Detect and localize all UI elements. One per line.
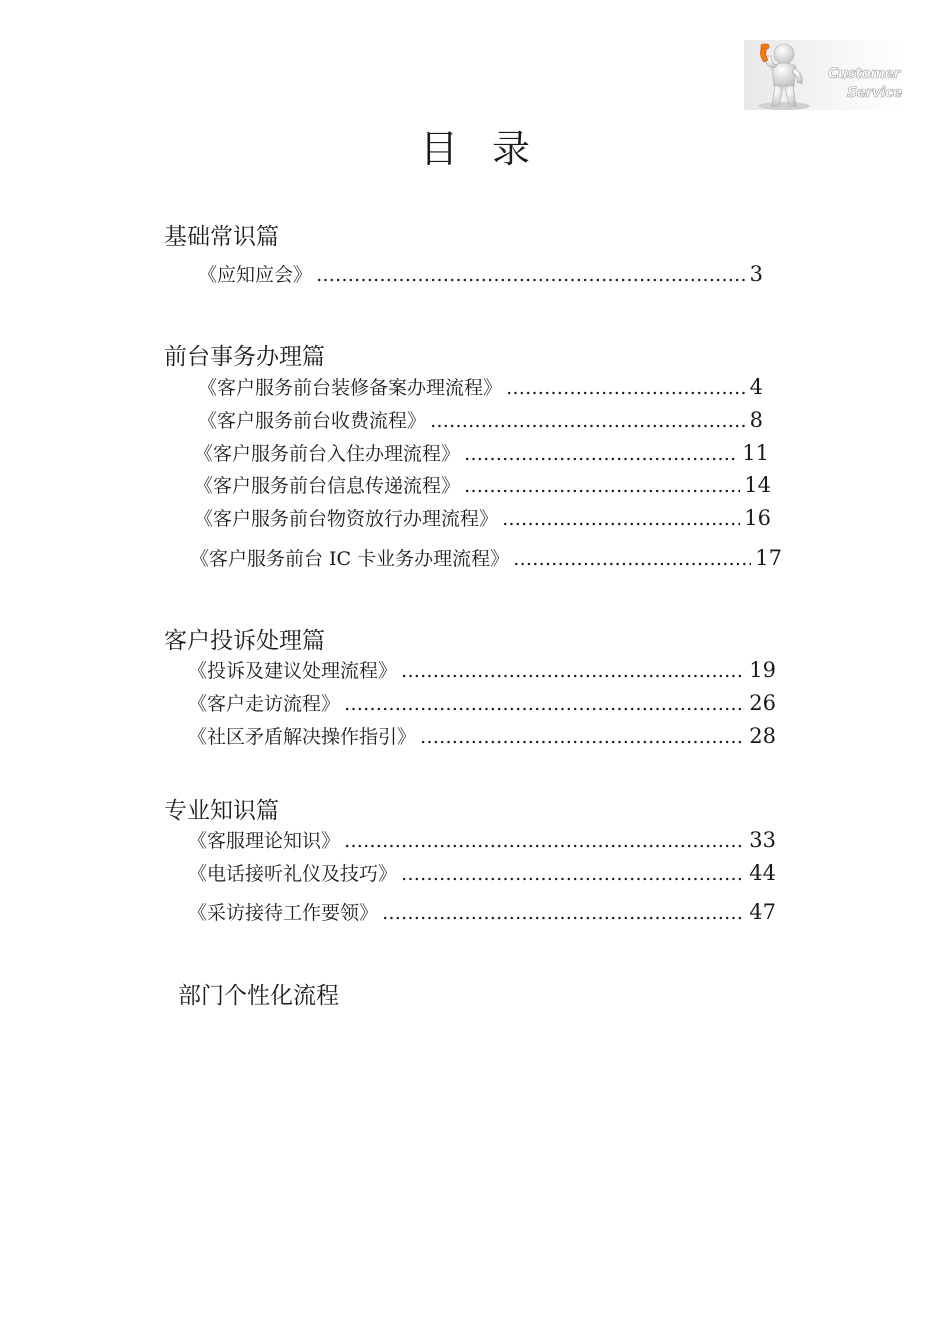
toc-entry-label: 《电话接听礼仪及技巧》 (188, 863, 398, 885)
dot-leader (316, 264, 746, 286)
section-heading-front-desk: 前台事务办理篇 (164, 344, 325, 370)
toc-entry-page: 4 (749, 375, 763, 399)
toc-entry-page: 33 (749, 828, 776, 852)
dot-leader (464, 475, 740, 497)
dot-leader (513, 548, 751, 570)
toc-entry-label: 《客服理论知识》 (188, 830, 341, 852)
dot-leader (420, 726, 745, 748)
toc-entry[interactable] (198, 260, 763, 287)
toc-entry[interactable] (198, 373, 763, 400)
toc-entry[interactable] (194, 439, 769, 466)
toc-entry-page: 19 (749, 658, 776, 682)
toc-entry-label: 《客户服务前台入住办理流程》 (194, 443, 461, 465)
toc-entry-label: 《客户服务前台收费流程》 (198, 410, 427, 432)
section-heading-professional: 专业知识篇 (164, 798, 279, 824)
toc-entry-label: 《客户服务前台信息传递流程》 (194, 475, 461, 497)
toc-entry[interactable] (188, 656, 776, 683)
toc-entry[interactable] (194, 471, 771, 498)
toc-entry-page: 44 (749, 861, 776, 885)
toc-entry[interactable] (194, 504, 771, 531)
toc-entry[interactable] (188, 689, 776, 716)
toc-entry-page: 8 (749, 408, 763, 432)
toc-entry-page: 3 (749, 262, 763, 286)
customer-service-logo (744, 40, 902, 110)
dot-leader (382, 902, 745, 924)
dot-leader (430, 410, 746, 432)
toc-entry-label: 《采访接待工作要领》 (188, 902, 379, 924)
dot-leader (464, 443, 738, 465)
toc-entry-page: 47 (749, 900, 776, 924)
toc-entry-page: 28 (749, 724, 776, 748)
dot-leader (502, 508, 740, 530)
dot-leader (506, 377, 746, 399)
toc-entry[interactable] (188, 826, 776, 853)
toc-entry-page: 17 (755, 546, 782, 570)
toc-entry[interactable] (188, 722, 776, 749)
toc-entry-label: 《应知应会》 (198, 264, 313, 286)
toc-entry[interactable] (198, 406, 763, 433)
dot-leader (344, 830, 745, 852)
dot-leader (401, 863, 745, 885)
section-heading-department: 部门个性化流程 (178, 983, 339, 1009)
page-title: 目录 (419, 127, 564, 171)
toc-entry-page: 26 (749, 691, 776, 715)
logo-text-service: Service (847, 85, 902, 101)
toc-entry-label: 《投诉及建议处理流程》 (188, 660, 398, 682)
toc-entry[interactable] (190, 544, 782, 571)
dot-leader (344, 693, 745, 715)
toc-entry-label: 《客户走访流程》 (188, 693, 341, 715)
toc-entry-page: 14 (744, 473, 771, 497)
toc-entry-page: 16 (744, 506, 771, 530)
toc-entry-label: 《客户服务前台 IC 卡业务办理流程》 (190, 548, 510, 570)
section-heading-basics: 基础常识篇 (164, 224, 279, 250)
toc-entry-label: 《客户服务前台装修备案办理流程》 (198, 377, 503, 399)
logo-text-customer: Customer (828, 66, 900, 82)
toc-entry-page: 11 (742, 441, 769, 465)
section-heading-complaints: 客户投诉处理篇 (164, 628, 325, 654)
toc-entry[interactable] (188, 859, 776, 886)
toc-entry-label: 《客户服务前台物资放行办理流程》 (194, 508, 499, 530)
toc-entry-label: 《社区矛盾解决操作指引》 (188, 726, 417, 748)
dot-leader (401, 660, 745, 682)
toc-entry[interactable] (188, 898, 776, 925)
